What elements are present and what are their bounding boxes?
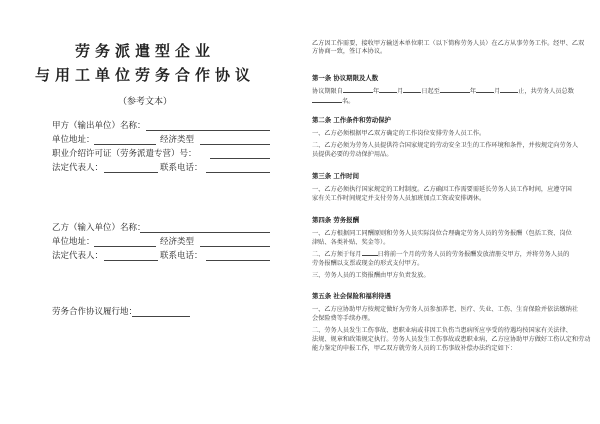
art1-month1: 月 xyxy=(397,88,404,95)
article-1-text xyxy=(312,88,574,96)
party-b-phone-field[interactable] xyxy=(206,260,270,261)
article-5-p2c: 能力鉴定的申报工作，甲乙双方就劳务人员的工伤事故补偿办法约定如下： xyxy=(312,345,517,352)
party-a-econ-field[interactable] xyxy=(200,144,270,145)
article-5-p2a: 二、劳务人员发生工伤事故、患职业病或非因工负伤当患病所应享受的待遇均按国家有关法律、 xyxy=(312,327,572,334)
party-a-address-field[interactable] xyxy=(94,144,156,145)
article-1-count xyxy=(312,98,354,106)
art1-month2: 月 xyxy=(494,88,501,95)
party-b-name-field[interactable] xyxy=(140,232,270,233)
article-4-p3: 三、劳务人员的工资报酬由甲方负责发放。 xyxy=(312,272,430,279)
article-5-p1a: 一、乙方应协助甲方按规定做好为劳务人员参加养老、医疗、失业、工伤、生育保险并依法缴纳社 xyxy=(312,306,579,313)
article-5-title: 第五条 社会保险和福利待遇 xyxy=(312,292,391,300)
left-page xyxy=(0,0,290,424)
article-4-p1a: 一、乙方根据同工同酬原则和劳务人员实际岗位合理确定劳务人员的劳务报酬（包括工资、岗位 xyxy=(312,230,572,237)
art1-unit: 名。 xyxy=(342,98,355,105)
party-a-rep-field[interactable] xyxy=(104,172,158,173)
place-label: 劳务合作协议履行地： xyxy=(52,307,138,317)
title-line-1: 劳务派遣型企业 xyxy=(74,42,215,60)
art4-p2-start: 二、乙方须于每月 xyxy=(312,251,362,258)
party-a-phone-field[interactable] xyxy=(206,172,270,173)
article-4-p2c: 劳务报酬以支票或现金的形式支付甲方。 xyxy=(312,260,424,267)
party-b-address-label: 单位地址： xyxy=(52,237,95,247)
article-4-p1b: 津贴、各类补贴、奖金等）。 xyxy=(312,239,390,246)
party-a-phone-label: 联系电话： xyxy=(160,163,203,173)
article-2-p1: 一、乙方必须根据甲乙双方确定的工作岗位安排劳务人员工作。 xyxy=(312,130,486,137)
art1-day1: 日起至 xyxy=(421,88,440,95)
party-a-name-field[interactable] xyxy=(146,130,270,131)
party-a-license-field[interactable] xyxy=(210,158,270,159)
party-a-address-label: 单位地址： xyxy=(52,135,95,145)
art1-year1: 年 xyxy=(372,88,380,95)
art1-year2: 年 xyxy=(469,88,477,95)
party-a-rep-label: 法定代表人： xyxy=(52,163,104,173)
party-a-econ-label: 经济类型 xyxy=(160,135,195,145)
right-page xyxy=(298,0,594,424)
article-4-title: 第四条 劳务报酬 xyxy=(312,216,359,224)
party-b-address-field[interactable] xyxy=(94,246,156,247)
party-b-phone-label: 联系电话： xyxy=(160,251,203,261)
article-1-title: 第一条 协议期限及人数 xyxy=(312,74,379,82)
article-3-p1b: 家有关工作时间规定并支付劳务人员加班加点工资或安排调休。 xyxy=(312,195,486,202)
title-line-2: 与用工单位劳务合作协议 xyxy=(34,66,255,84)
article-3-p1a: 一、乙方必须执行国家规定的工时制度。乙方确因工作需要需延长劳务人员工作时间，应遵守国 xyxy=(312,186,572,193)
intro-paragraph: 乙方因工作需要，接收甲方输送本单位职工（以下简称劳务人员）在乙方从事劳务工作。经甲、乙双方协商一致，签订本协议。 xyxy=(312,40,585,55)
article-2-title: 第二条 工作条件和劳动保护 xyxy=(312,116,391,124)
article-4-p2a xyxy=(312,251,569,259)
place-field[interactable] xyxy=(132,316,190,317)
party-a-license-label: 职业介绍许可证（劳务派遣专营）号： xyxy=(52,149,197,159)
article-2-p2a: 二、乙方必须为劳务人员提供符合国家规定的劳动安全卫生的工作环境和条件，并按规定向劳务人 xyxy=(312,142,579,149)
article-5-p2b: 法规、规章和政策规定执行。劳务人员发生工伤事故或患职业病，乙方应协助甲方做好工伤认定和劳动 xyxy=(312,336,591,343)
party-b-name-label: 乙方（输入单位）名称： xyxy=(52,223,146,233)
article-3-title: 第三条 工作时间 xyxy=(312,172,359,180)
art4-p2-rest: 日将前一个月的劳务人员的劳务报酬发放清册交甲方，并将劳务人员的 xyxy=(377,251,570,258)
art1-end: 止，共劳务人员总数 xyxy=(518,88,574,95)
party-b-econ-field[interactable] xyxy=(200,246,270,247)
article-2-p2b: 员提供必要的劳动保护用品。 xyxy=(312,151,393,158)
party-b-econ-label: 经济类型 xyxy=(160,237,195,247)
subtitle: （参考文本） xyxy=(117,97,172,107)
party-a-name-label: 甲方（输出单位）名称： xyxy=(52,121,146,131)
party-b-rep-label: 法定代表人： xyxy=(52,251,104,261)
art1-term-label: 协议期限自 xyxy=(312,88,343,95)
party-b-rep-field[interactable] xyxy=(104,260,158,261)
article-5-p1b: 会保险费等手续办理。 xyxy=(312,315,374,322)
